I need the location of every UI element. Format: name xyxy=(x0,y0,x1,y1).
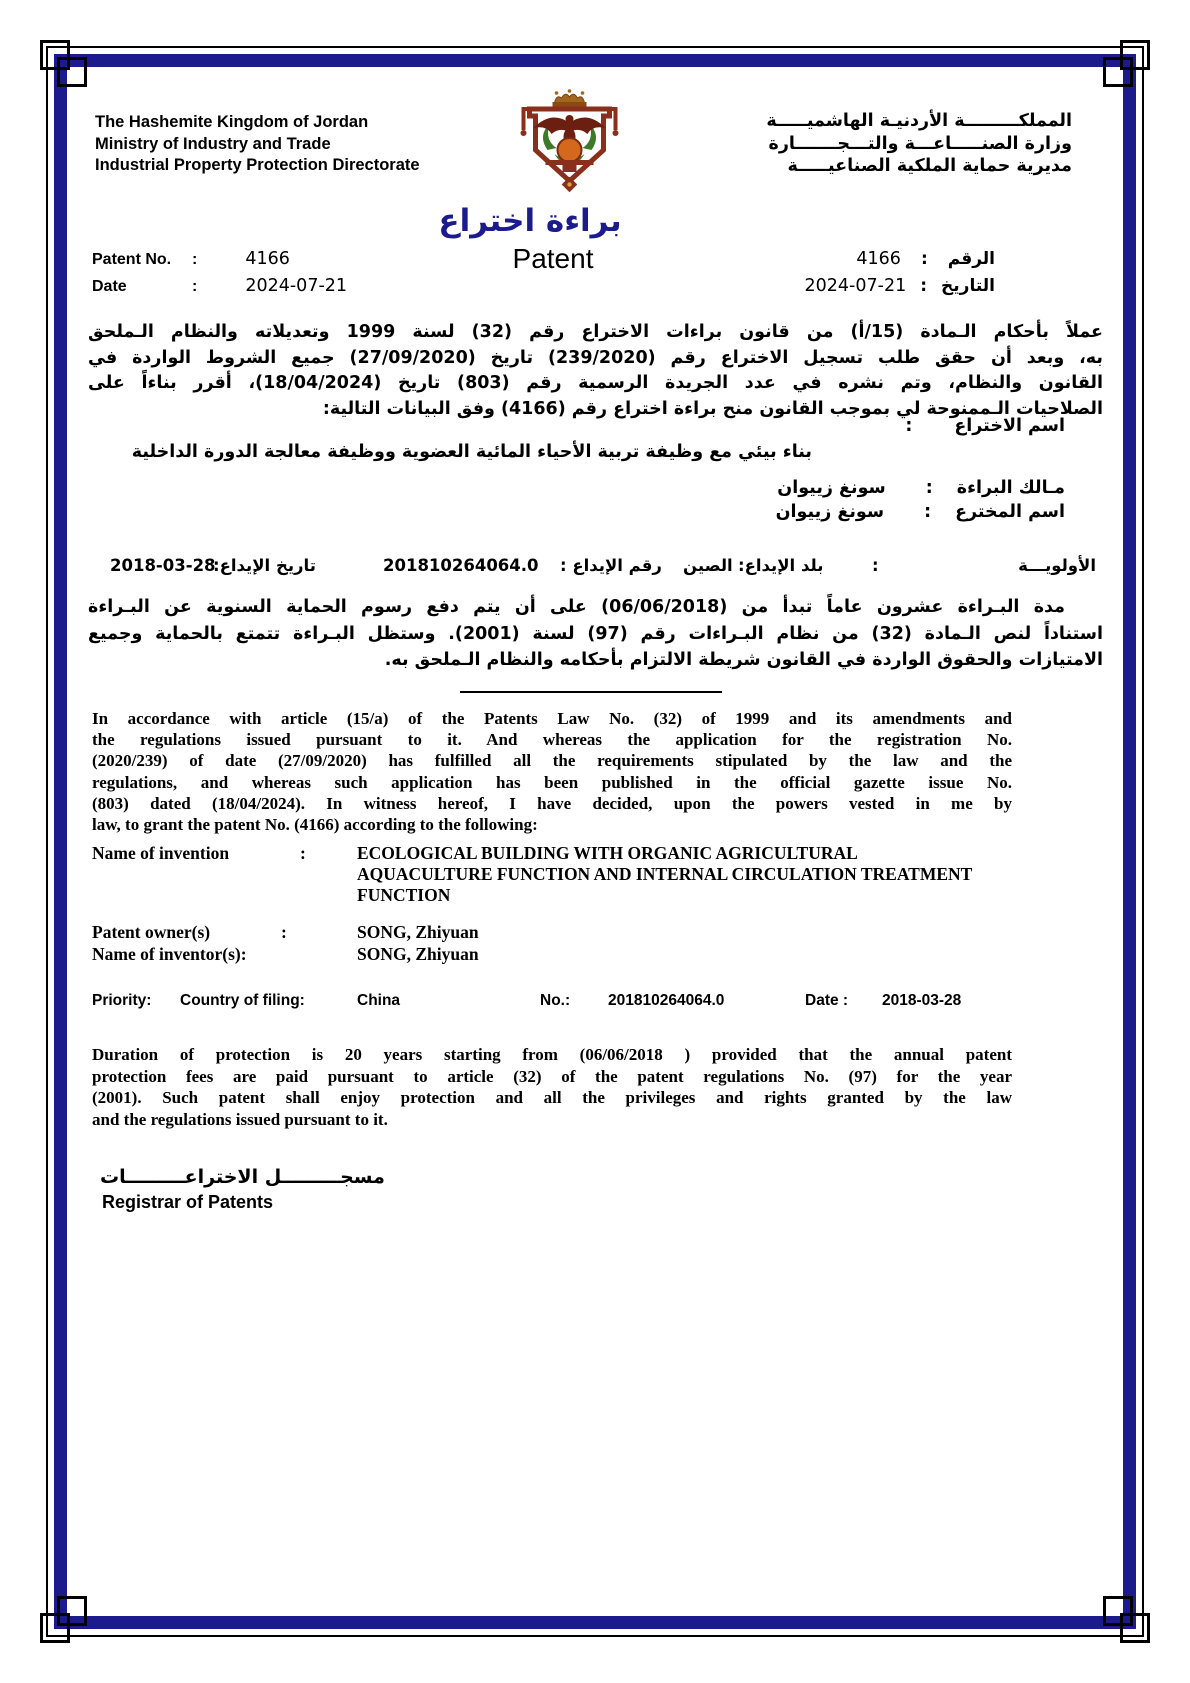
patent-no-label: Patent No. xyxy=(92,251,172,268)
priority-country-ar: الصين xyxy=(683,556,733,575)
decree-line-en: (2020/239) of date (27/09/2020) has fulfilled all the requirements stipulated by the law and the xyxy=(92,751,1012,771)
decree-line: عملاً بأحكام الـمادة (15/أ) من قانون براءات الاختراع رقم (32) لسنة 1999 وتعديلاته والنظام الـملحق xyxy=(88,322,1104,342)
patent-no-value: 4166 xyxy=(245,249,290,269)
colon: : xyxy=(300,843,306,863)
colon: : xyxy=(192,251,198,268)
arabic-duration-paragraph xyxy=(88,594,1103,674)
colon: : xyxy=(905,416,913,436)
owner-row-en xyxy=(0,922,1190,946)
arabic-decree-paragraph xyxy=(88,320,1103,422)
owner-label-en: Patent owner(s) xyxy=(92,922,211,942)
invention-line-en: FUNCTION xyxy=(357,884,451,905)
number-value-ar: 4166 xyxy=(856,249,901,269)
number-label-ar: الرقم xyxy=(947,249,995,269)
priority-number-ar: 201810264064.0 xyxy=(383,556,539,575)
date-row-en xyxy=(92,276,347,296)
patent-number-row-ar xyxy=(856,249,995,269)
date-row-ar xyxy=(805,276,995,296)
decree-line-en: the regulations issued pursuant to it. And whereas the application for the registration No. xyxy=(92,730,1012,750)
invention-name-label-row-ar xyxy=(863,416,1065,436)
date-value-ar: 2024-07-21 xyxy=(804,276,907,296)
duration-line-en: (2001). Such patent shall enjoy protection and all the privileges and rights granted by the law xyxy=(92,1088,1012,1107)
colon: : xyxy=(920,249,928,269)
invention-line-en: ECOLOGICAL BUILDING WITH ORGANIC AGRICULTURAL xyxy=(357,843,858,863)
invention-name-value-en xyxy=(357,843,1037,905)
invention-name-value-ar: بناء بيئي مع وظيفة تربية الأحياء المائية العضوية ووظيفة معالجة الدورة الداخلية xyxy=(131,442,812,462)
jordan-coat-of-arms-icon xyxy=(497,88,642,193)
decree-line: الصلاحيات الـممنوحة لي بموجب القانون منح براءة اختراع رقم (4166) وفق البيانات التالية: xyxy=(322,398,1103,419)
inventor-value-en: SONG, Zhiyuan xyxy=(357,944,479,964)
decree-line-en: In accordance with article (15/a) of the Patents Law No. (32) of 1999 and its amendments and xyxy=(92,709,1012,728)
priority-date-label-en: Date : xyxy=(805,992,849,1009)
ministry-name-ar: وزارة الصنـــــاعـــة والتـــجـــــــارة xyxy=(768,133,1072,154)
emblem-container xyxy=(497,88,642,193)
date-label: Date xyxy=(92,278,127,295)
registrar-title-en: Registrar of Patents xyxy=(102,1192,274,1212)
kingdom-name-ar: المملكـــــــــة الأردنيـة الهاشميـــــة xyxy=(766,111,1072,131)
priority-date-en: 2018-03-28 xyxy=(882,992,962,1009)
english-decree-paragraph xyxy=(92,708,1012,835)
inventor-value-ar: سونغ زييوان xyxy=(775,502,885,522)
duration-line-en: Duration of protection is 20 years starting from (06/06/2018 ) provided that the annual patent xyxy=(92,1045,1012,1064)
priority-label-en: Priority: xyxy=(92,992,152,1009)
decree-line-en: regulations, and whereas such application has been published in the official gazette issue No. xyxy=(92,772,1012,792)
priority-date-label-ar: تاريخ الإيداع: xyxy=(213,556,316,575)
document-title-arabic: براءة اختراع xyxy=(438,203,622,239)
colon: : xyxy=(925,478,933,498)
ministry-name-en: Ministry of Industry and Trade xyxy=(95,134,331,153)
invention-line-en: AQUACULTURE FUNCTION AND INTERNAL CIRCULATION TREATMENT xyxy=(357,863,973,884)
header-arabic xyxy=(766,110,1072,178)
decree-line-en: (803) dated (18/04/2024). In witness hereof, I have decided, upon the powers vested in me by xyxy=(92,793,1012,813)
patent-number-row-en xyxy=(92,249,290,269)
colon: : xyxy=(281,922,287,942)
priority-country-label-ar: بلد الإيداع: xyxy=(738,556,824,575)
priority-row-ar xyxy=(0,556,1190,582)
owner-value-ar: سونغ زييوان xyxy=(777,478,886,498)
corner-ornament xyxy=(57,57,87,87)
date-label-ar: التاريخ xyxy=(941,276,995,296)
priority-no-label-en: No.: xyxy=(540,992,571,1009)
registrar-title-ar: مسجـــــــــل الاختراعـــــــــات xyxy=(100,1166,385,1188)
priority-no-en: 201810264064.0 xyxy=(608,992,725,1009)
priority-date-ar: 2018-03-28 xyxy=(110,556,216,575)
priority-country-en: China xyxy=(357,992,401,1009)
inventor-row-en xyxy=(0,944,1190,968)
directorate-name-ar: مديرية حماية الملكية الصناعيـــــة xyxy=(787,156,1072,176)
header-english xyxy=(95,112,420,177)
duration-line-ar: الامتيازات والحقوق الواردة في القانون شريطة الالتزام بأحكامه والنظام الـملحق به. xyxy=(384,650,1103,670)
invention-label-ar: اسم الاختراع xyxy=(954,416,1065,436)
priority-number-label-ar: رقم الإيداع : xyxy=(560,556,662,575)
colon: : xyxy=(924,502,932,522)
kingdom-name-en: The Hashemite Kingdom of Jordan xyxy=(95,113,369,131)
priority-row-en xyxy=(0,992,1190,1016)
decree-line: القانون والنظام، وتم نشره في عدد الجريدة الرسمية رقم (803) تاريخ (18/04/2024)، أقرر بناءاً على xyxy=(88,373,1103,393)
owner-label-ar: مـالك البراءة xyxy=(956,478,1065,498)
colon: : xyxy=(920,276,928,296)
colon: : xyxy=(192,278,198,295)
invention-label-en: Name of invention xyxy=(92,843,230,863)
colon: : xyxy=(872,556,879,575)
decree-line: به، وبعد أن حقق طلب تسجيل الاختراع رقم (239/2020) تاريخ (27/09/2020) جميع الشروط الواردة في xyxy=(88,347,1103,368)
priority-country-label-en: Country of filing: xyxy=(180,992,305,1009)
corner-ornament xyxy=(57,1596,87,1626)
section-divider xyxy=(460,691,722,693)
english-duration-paragraph xyxy=(92,1044,1012,1130)
duration-line-en: protection fees are paid pursuant to article (32) of the patent regulations No. (97) for the year xyxy=(92,1066,1012,1086)
corner-ornament xyxy=(1103,57,1133,87)
corner-ornament xyxy=(1103,1596,1133,1626)
priority-label-ar: الأولويـــة xyxy=(1018,556,1096,575)
owner-row-ar xyxy=(777,478,1065,498)
date-value: 2024-07-21 xyxy=(245,276,348,296)
inventor-label-en: Name of inventor(s): xyxy=(92,944,247,964)
inventor-label-ar: اسم المخترع xyxy=(955,502,1065,522)
duration-line-ar: مدة البـراءة عشرون عاماً تبدأ من (06/06/2018) على أن يتم دفع رسوم الحماية السنوية عن البـراءة xyxy=(88,597,1065,617)
owner-value-en: SONG, Zhiyuan xyxy=(357,922,479,942)
duration-line-ar: استناداً لنص الـمادة (32) من نظام البـراءات رقم (97) لسنة (2001). وستظل البـراءة تتمتع بالحماية وجميع xyxy=(88,623,1104,644)
decree-line-en: law, to grant the patent No. (4166) according to the following: xyxy=(92,815,538,835)
inventor-row-ar xyxy=(776,502,1065,522)
directorate-name-en: Industrial Property Protection Directorate xyxy=(95,156,420,174)
duration-line-en: and the regulations issued pursuant to it. xyxy=(92,1109,388,1129)
document-title-english: Patent xyxy=(512,243,594,274)
